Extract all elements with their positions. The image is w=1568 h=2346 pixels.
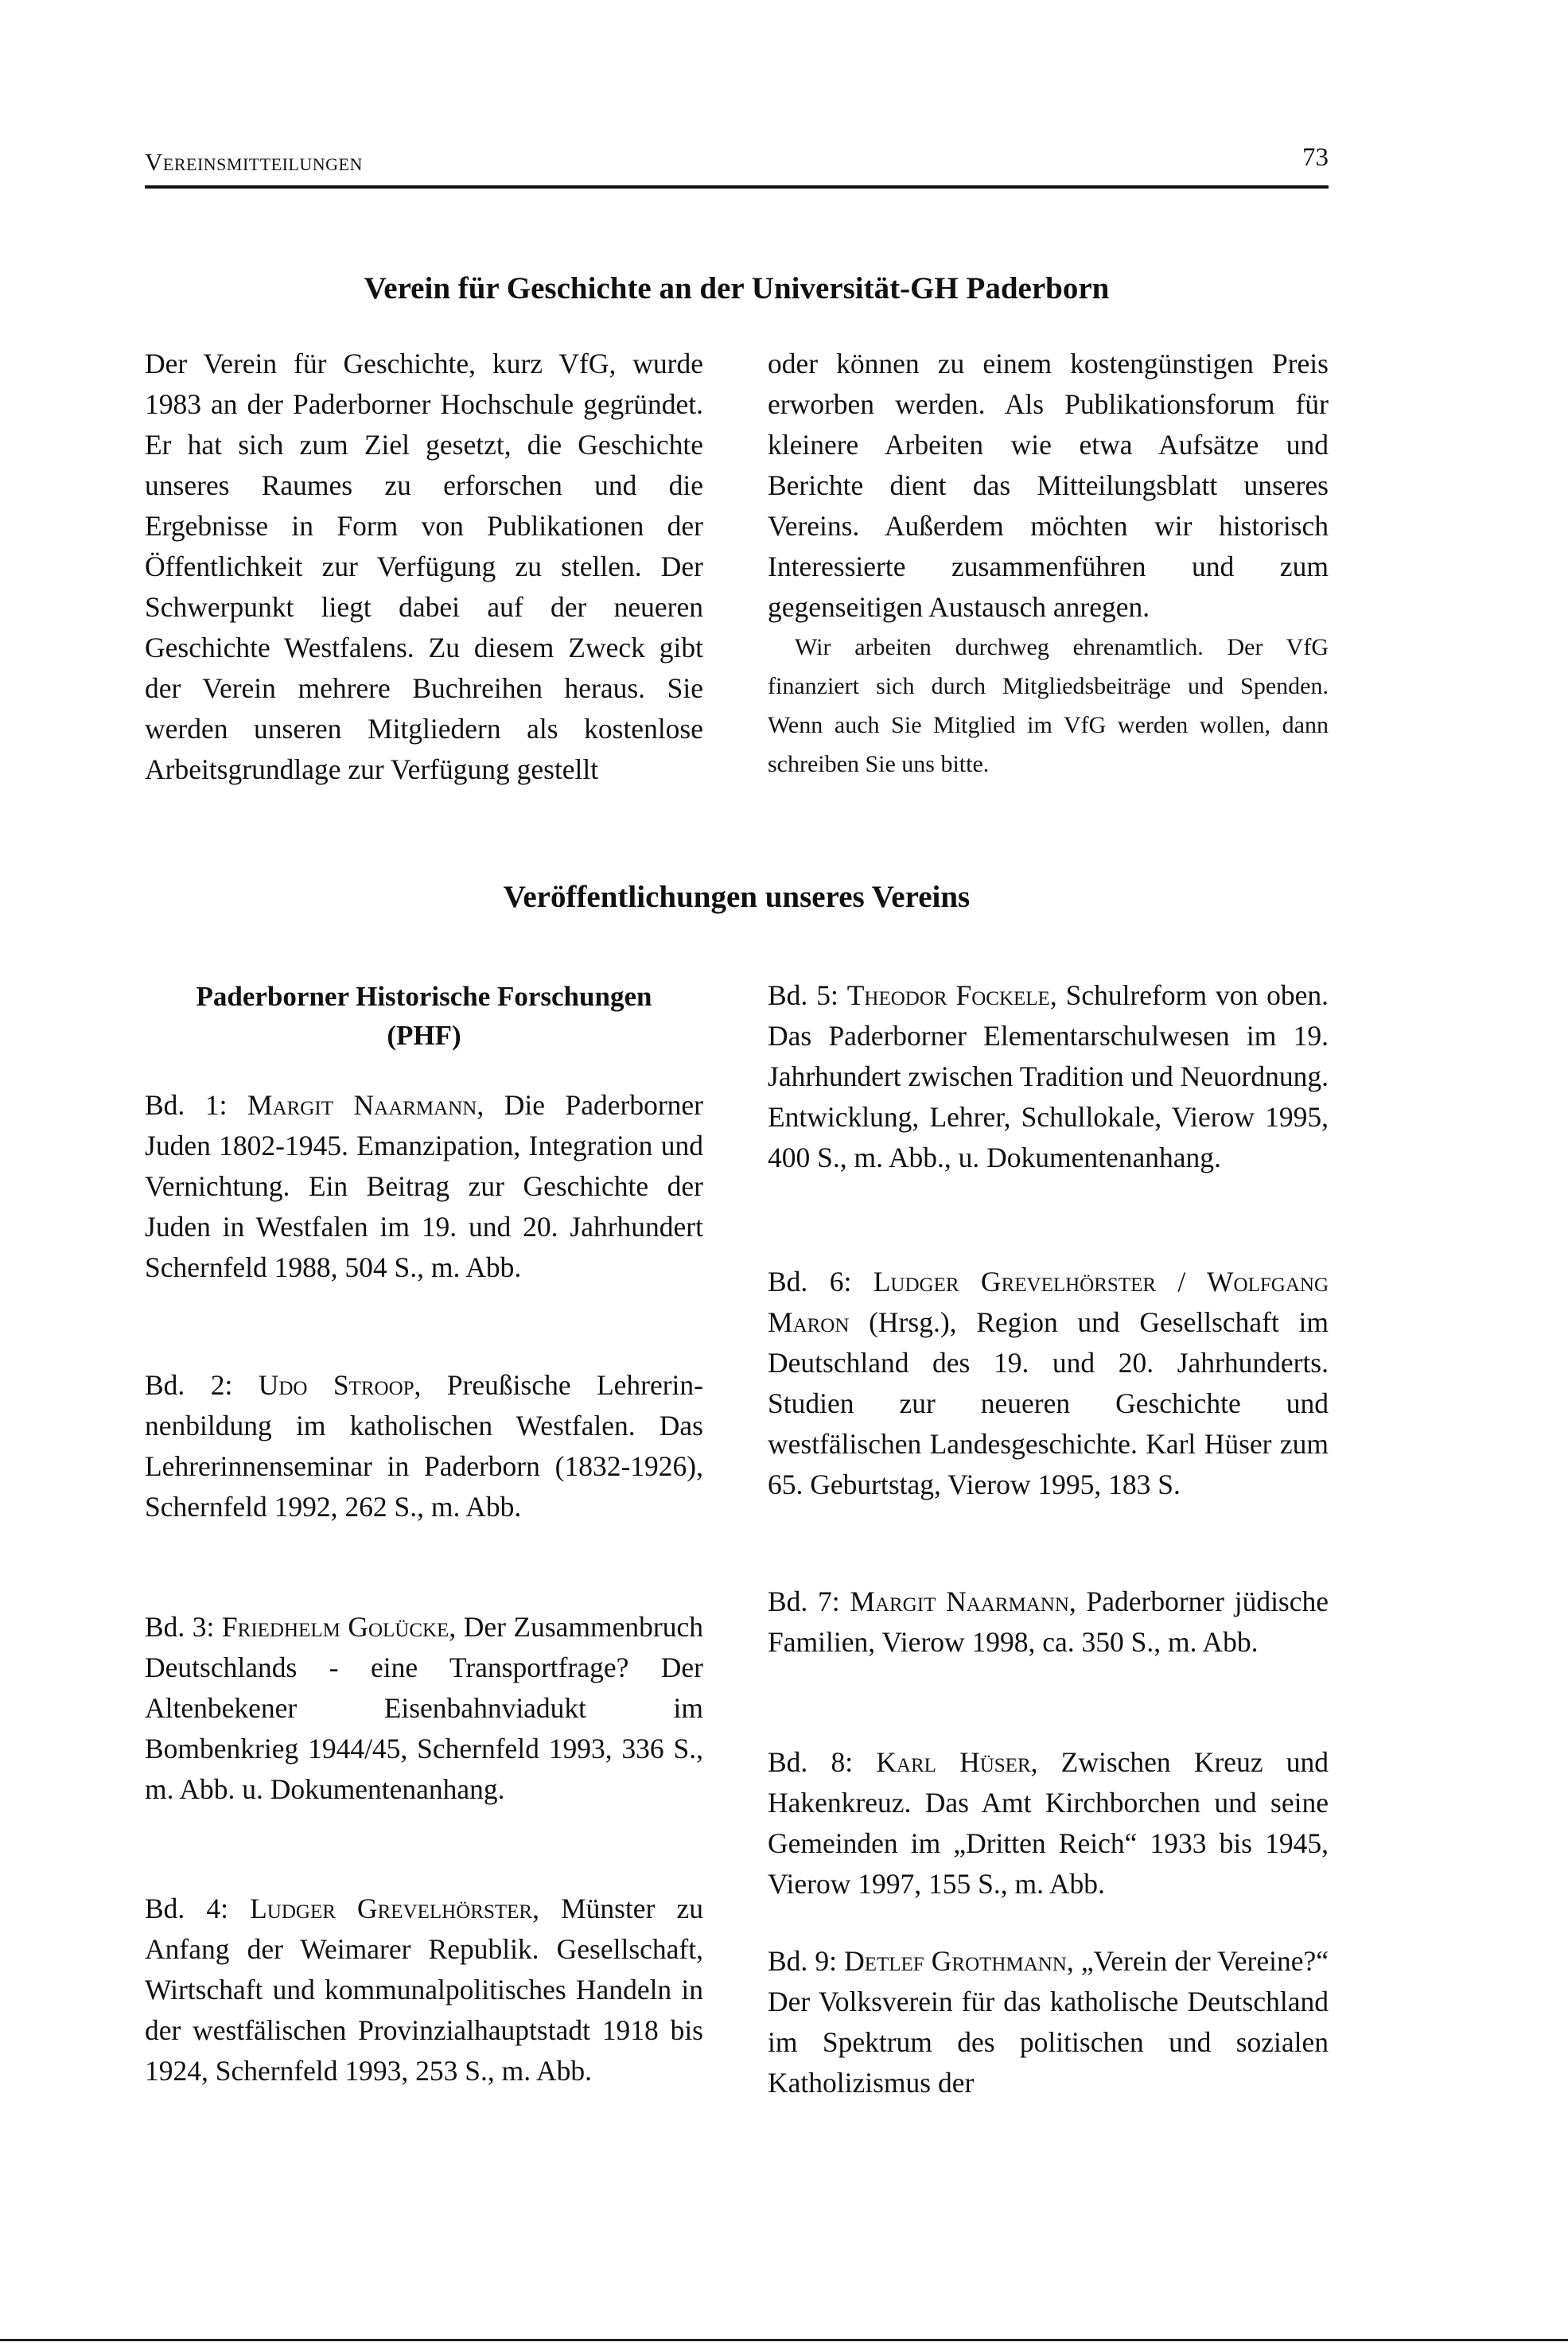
publications-title: Veröffentlichungen unseres Vereins [503, 880, 971, 914]
volume-entry: Bd. 5: Theodor Fockele, Schulreform von oben. Das Paderborner Elementarschulwesen im 19. Jahrhundert zwischen Tradition und Neuordnung. Entwicklung, Lehrer, Schullokale, Vierow 1995, 400 S., m. Abb., u. Dokumentenanhang. [768, 979, 1329, 1173]
section-title: Verein für Geschichte an der Universität-GH Paderborn [364, 271, 1110, 305]
page-number: 73 [1302, 143, 1329, 172]
membership-paragraph: Wir arbeiten durchweg ehrenamtlich. Der VfG finanziert sich durch Mitgliedsbeiträge und Spenden. Wenn auch Sie Mitglied im VfG werden wollen, dann schreiben Sie uns bitte. [768, 634, 1329, 777]
running-head: Vereinsmitteilungen [145, 148, 363, 176]
author: Udo Stroop [258, 1369, 414, 1401]
volume-entry: Bd. 1: Margit Naarmann, Die Paderborner Juden 1802-1945. Emanzipation, Integration und Vernichtung. Ein Beitrag zur Geschichte der Juden in Westfalen im 19. und 20. Jahrhundert Schernfeld 1988, 504 S., m. Abb. [145, 1089, 703, 1283]
intro-paragraph-continued: oder können zu einem kostengünstigen Preis erworben werden. Als Publikationsforum für kleinere Arbeiten wie etwa Aufsätze und Berichte dient das Mitteilungsblatt unseres Vereins. Außerdem möchten wir historisch Interessierte zusammenführen und zum gegenseitigen Austausch anregen. [768, 348, 1329, 623]
author: Detlef Grothmann [844, 1945, 1067, 1977]
volume-entry: Bd. 9: Detlef Grothmann, „Verein der Vereine?“ Der Volksverein für das katholische Deutschland im Spektrum des politischen und sozialen Katholizismus der [768, 1945, 1329, 2099]
series-title: Paderborner Historische Forschungen (PHF) [196, 981, 652, 1051]
volume-entry: Bd. 6: Ludger Grevelhörster / Wolfgang Maron (Hrsg.), Region und Gesellschaft im Deutschland des 19. und 20. Jahrhunderts. Studien zur neueren Geschichte und westfälischen Landesgeschichte. Karl Hüser zum 65. Geburtstag, Vierow 1995, 183 S. [768, 1266, 1329, 1500]
intro-paragraph: Der Verein für Geschichte, kurz VfG, wurde 1983 an der Paderborner Hochschule gegründet. Er hat sich zum Ziel gesetzt, die Geschichte unseres Raumes zu erforschen und die Ergebnisse in Form von Publikationen der Öffentlichkeit zur Verfügung zu stellen. Der Schwerpunkt liegt dabei auf der neueren Geschichte Westfalens. Zu diesem Zweck gibt der Verein mehrere Buchreihen heraus. Sie werden unseren Mitgliedern als kostenlose Arbeitsgrundlage zur Verfügung gestellt [145, 348, 703, 785]
scan-edge-line [0, 2339, 1568, 2341]
volume-entry: Bd. 3: Friedhelm Golücke, Der Zusammenbruch Deutschlands - eine Transportfrage? Der Altenbekener Eisenbahnviadukt im Bombenkrieg 1944/45, Schernfeld 1993, 336 S., m. Abb. u. Dokumentenanhang. [145, 1611, 703, 1805]
author: Theodor Fockele [846, 979, 1050, 1011]
author: Friedhelm Golücke [221, 1611, 449, 1643]
volume-entry: Bd. 8: Karl Hüser, Zwischen Kreuz und Hakenkreuz. Das Amt Kirchborchen und seine Gemeinden im „Dritten Reich“ 1933 bis 1945, Vierow 1997, 155 S., m. Abb. [768, 1746, 1329, 1900]
author: Margit Naarmann [247, 1089, 477, 1121]
author: Karl Hüser [876, 1746, 1031, 1778]
intro-left-column [145, 344, 703, 790]
volume-entry: Bd. 2: Udo Stroop, Preußische Lehrerinnenbildung im katholischen Westfalen. Das Lehrerinnenseminar in Paderborn (1832-1926), Schernfeld 1992, 262 S., m. Abb. [145, 1369, 703, 1523]
author: Ludger Grevelhörster [250, 1893, 533, 1924]
volume-entry: Bd. 4: Ludger Grevelhörster, Münster zu Anfang der Weimarer Republik. Gesellschaft, Wirtschaft und kommunalpolitisches Handeln in der westfälischen Provinzialhauptstadt 1918 bis 1924, Schernfeld 1993, 253 S., m. Abb. [145, 1893, 703, 2087]
author: Margit Naarmann [850, 1585, 1069, 1617]
header-rule [145, 185, 1329, 189]
volume-entry: Bd. 7: Margit Naarmann, Paderborner jüdische Familien, Vierow 1998, ca. 350 S., m. Abb. [768, 1585, 1329, 1658]
author: Ludger Grevelhörster / Wolfgang Maron [768, 1266, 1329, 1338]
series-title-block [145, 977, 703, 1055]
intro-right-column [768, 344, 1329, 784]
